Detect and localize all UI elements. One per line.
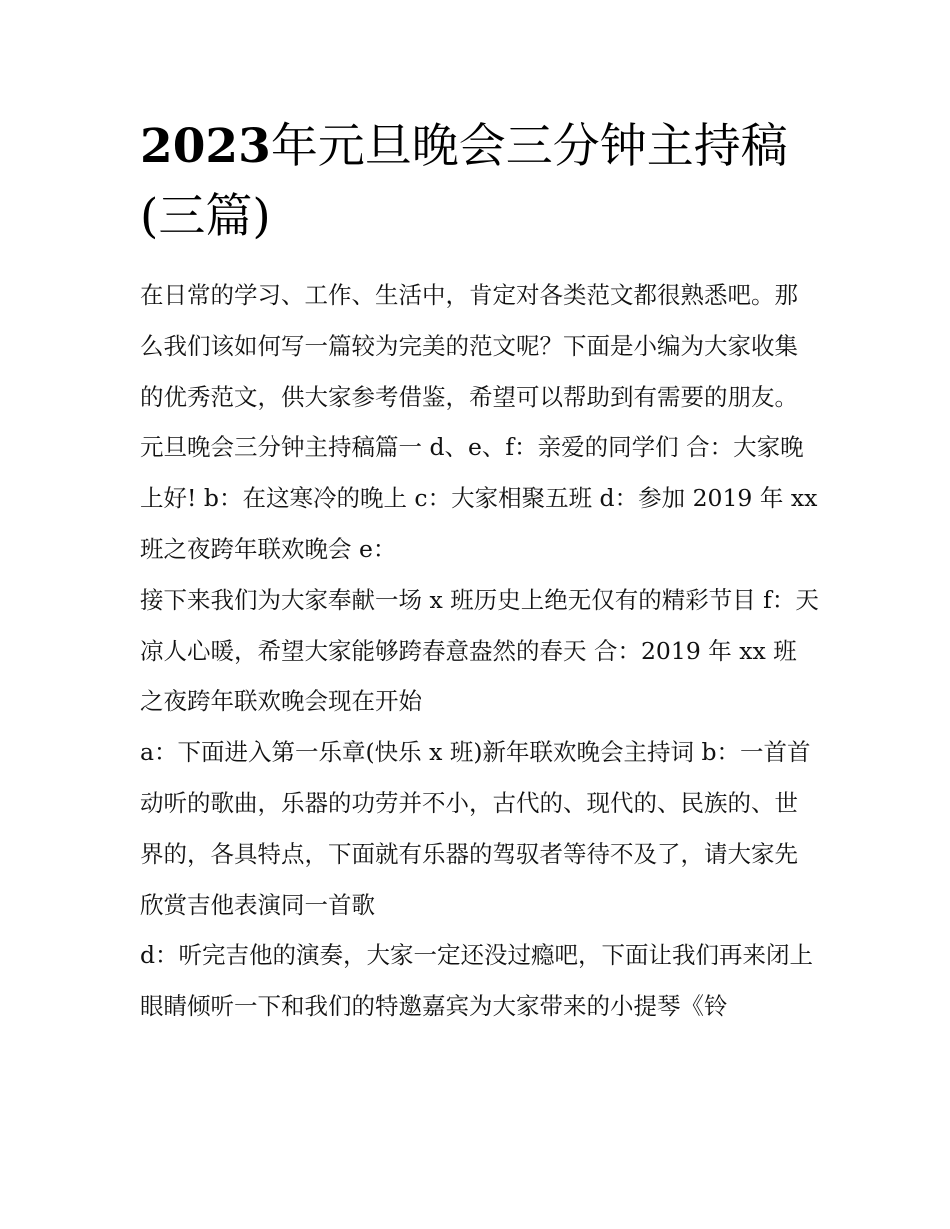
- paragraph-1: 元旦晚会三分钟主持稿篇一 d、e、f：亲爱的同学们 合：大家晚上好! b：在这寒冷的晚上 c：大家相聚五班 d：参加 2019 年 xx 班之夜跨年联欢晚会 e：: [140, 433, 818, 563]
- title-text: 年元旦晚会三分钟主持稿(三篇): [140, 119, 788, 244]
- paragraph-4: d：听完吉他的演奏，大家一定还没过瘾吧，下面让我们再来闭上眼睛倾听一下和我们的特邀嘉宾为大家带来的小提琴《铃: [140, 941, 814, 1021]
- document-body: [140, 270, 820, 1032]
- paragraph-3: a：下面进入第一乐章(快乐 x 班)新年联欢晚会主持词 b：一首首动听的歌曲，乐器的功劳并不小，古代的、现代的、民族的、世界的，各具特点，下面就有乐器的驾驭者等待不及了，请大家先欣赏吉他表演同一首歌: [140, 738, 811, 919]
- paragraph-2: 接下来我们为大家奉献一场 x 班历史上绝无仅有的精彩节目 f：天凉人心暖，希望大家能够跨春意盎然的春天 合：2019 年 xx 班之夜跨年联欢晚会现在开始: [140, 585, 819, 716]
- paragraph-intro: 在日常的学习、工作、生活中，肯定对各类范文都很熟悉吧。那么我们该如何写一篇较为完美的范文呢？下面是小编为大家收集的优秀范文，供大家参考借鉴，希望可以帮助到有需要的朋友。: [140, 281, 798, 411]
- document-content: [140, 112, 820, 1032]
- title-year: 2023: [140, 119, 271, 174]
- document-title: [140, 112, 820, 252]
